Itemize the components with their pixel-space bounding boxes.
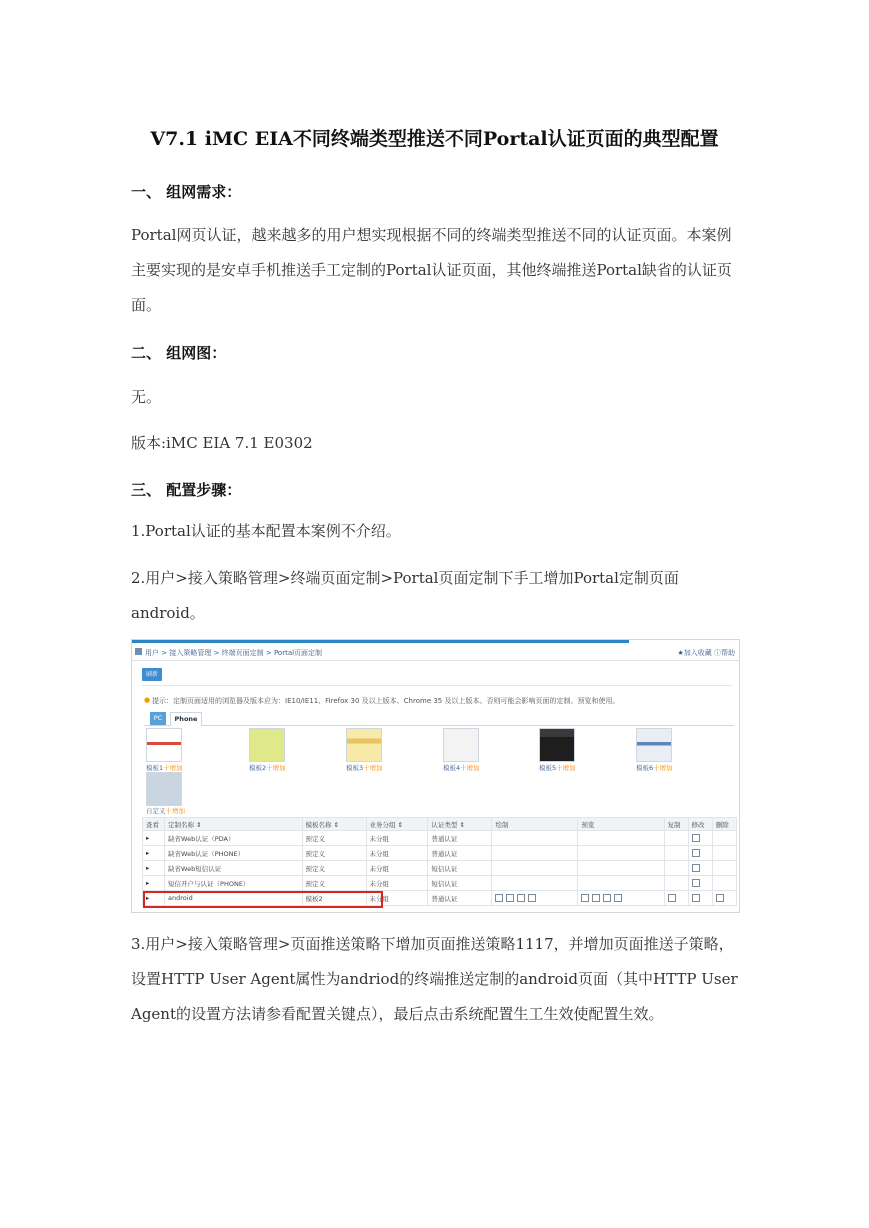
template-4-thumbnail[interactable] bbox=[443, 728, 479, 762]
row-group: 未分组 bbox=[366, 846, 428, 861]
tab-pc[interactable]: PC bbox=[150, 712, 166, 725]
template-2-thumbnail[interactable] bbox=[249, 728, 285, 762]
template-3-thumbnail[interactable] bbox=[346, 728, 382, 762]
document-title: V7.1 iMC EIA不同终端类型推送不同Portal认证页面的典型配置 bbox=[150, 128, 719, 150]
requirements-paragraph: Portal网页认证，越来越多的用户想实现根据不同的终端类型推送不同的认证页面。本案例主要实现的是安卓手机推送手工定制的Portal认证页面，其他终端推送Portal缺省的认证页面。 bbox=[131, 226, 732, 314]
section-heading-steps: 三、 配置步骤： bbox=[131, 481, 242, 499]
row-name: 短信开户与认证（PHONE） bbox=[165, 876, 302, 891]
row-template: 预定义 bbox=[302, 861, 366, 876]
row-auth: 短信认证 bbox=[428, 876, 492, 891]
row-name: android bbox=[165, 891, 302, 906]
favorites-help-links[interactable]: ★加入收藏 ⓘ帮助 bbox=[677, 649, 735, 657]
row-template: 模板2 bbox=[302, 891, 366, 906]
step-3-text: 3.用户>接入策略管理>页面推送策略下增加页面推送策略1117，并增加页面推送子策略，设置HTTP User Agent属性为andriod的终端推送定制的android页面（其中HTTP User Agent的设置方法请参看配置关键点），最后点击系统配置生工生效使配置生效。 bbox=[131, 935, 738, 1023]
col-edit: 修改 bbox=[688, 818, 712, 831]
section-heading-requirements: 一、 组网需求： bbox=[131, 183, 242, 201]
preview-icon[interactable] bbox=[581, 894, 589, 902]
row-group: 未分组 bbox=[366, 861, 428, 876]
tip-bulb-icon: ● bbox=[144, 696, 151, 704]
edit-icon[interactable] bbox=[692, 894, 700, 902]
draw-icon[interactable] bbox=[506, 894, 514, 902]
step-2-text: 2.用户>接入策略管理>终端页面定制>Portal页面定制下手工增加Portal定制页面android。 bbox=[131, 569, 679, 622]
row-auth: 普通认证 bbox=[428, 891, 492, 906]
breadcrumb-bar bbox=[132, 644, 739, 661]
table-row[interactable] bbox=[143, 846, 737, 861]
highlight-box-android bbox=[143, 891, 383, 908]
row-name: 缺省Web短信认证 bbox=[165, 861, 302, 876]
draw-icon[interactable] bbox=[517, 894, 525, 902]
row-group: 未分组 bbox=[366, 876, 428, 891]
col-preview: 预览 bbox=[578, 818, 664, 831]
custom-template-label[interactable]: 自定义十增加 bbox=[146, 807, 185, 815]
col-template-name[interactable]: 模板名称 ⇕ bbox=[302, 818, 366, 831]
refresh-button[interactable]: 刷新 bbox=[142, 668, 162, 681]
col-draw: 绘制 bbox=[492, 818, 578, 831]
tip-text: 提示：定制页面适用的浏览器及版本应为：IE10/IE11、Firefox 30 及以上版本、Chrome 35 及以上版本。否则可能会影响页面的定制、预览和使用。 bbox=[152, 697, 620, 705]
top-accent-line bbox=[132, 640, 629, 643]
tab-phone[interactable]: Phone bbox=[170, 712, 202, 726]
expand-arrow-icon[interactable]: ▸ bbox=[143, 861, 165, 876]
row-group: 未分组 bbox=[366, 831, 428, 846]
template-4-label[interactable]: 模板4十增加 bbox=[443, 764, 480, 772]
copy-icon[interactable] bbox=[668, 894, 676, 902]
diagram-none-text: 无。 bbox=[131, 388, 162, 406]
expand-arrow-icon[interactable]: ▸ bbox=[143, 891, 165, 906]
template-3-label[interactable]: 模板3十增加 bbox=[346, 764, 383, 772]
row-auth: 短信认证 bbox=[428, 861, 492, 876]
col-auth-type[interactable]: 认证类型 ⇕ bbox=[428, 818, 492, 831]
divider bbox=[142, 685, 732, 686]
draw-icon[interactable] bbox=[495, 894, 503, 902]
expand-arrow-icon[interactable]: ▸ bbox=[143, 846, 165, 861]
table-row[interactable] bbox=[143, 861, 737, 876]
expand-arrow-icon[interactable]: ▸ bbox=[143, 831, 165, 846]
edit-icon[interactable] bbox=[692, 834, 700, 842]
template-6-label[interactable]: 模板6十增加 bbox=[636, 764, 673, 772]
tab-bar bbox=[144, 710, 734, 726]
breadcrumb-icon bbox=[135, 648, 142, 655]
row-group: 未分组 bbox=[366, 891, 428, 906]
row-template: 预定义 bbox=[302, 846, 366, 861]
row-auth: 普通认证 bbox=[428, 831, 492, 846]
template-1-label[interactable]: 模板1十增加 bbox=[146, 764, 183, 772]
breadcrumb[interactable]: 用户 > 接入策略管理 > 终端页面定制 > Portal页面定制 bbox=[145, 649, 323, 657]
step-1-text: 1.Portal认证的基本配置本案例不介绍。 bbox=[131, 522, 401, 540]
preview-icon[interactable] bbox=[592, 894, 600, 902]
row-name: 缺省Web认证（PHONE） bbox=[165, 846, 302, 861]
template-2-label[interactable]: 模板2十增加 bbox=[249, 764, 286, 772]
expand-arrow-icon[interactable]: ▸ bbox=[143, 876, 165, 891]
edit-icon[interactable] bbox=[692, 864, 700, 872]
template-5-label[interactable]: 模板5十增加 bbox=[539, 764, 576, 772]
template-6-thumbnail[interactable] bbox=[636, 728, 672, 762]
row-template: 预定义 bbox=[302, 876, 366, 891]
version-text: 版本:iMC EIA 7.1 E0302 bbox=[131, 434, 313, 452]
col-view[interactable]: 查看 bbox=[143, 818, 165, 831]
table-row[interactable] bbox=[143, 831, 737, 846]
col-custom-name[interactable]: 定制名称 ⇕ bbox=[165, 818, 302, 831]
custom-template-thumbnail[interactable] bbox=[146, 772, 182, 806]
table-header-row bbox=[143, 818, 737, 831]
preview-icon[interactable] bbox=[603, 894, 611, 902]
row-template: 预定义 bbox=[302, 831, 366, 846]
edit-icon[interactable] bbox=[692, 849, 700, 857]
row-name: 缺省Web认证（PDA） bbox=[165, 831, 302, 846]
draw-icon[interactable] bbox=[528, 894, 536, 902]
col-group[interactable]: 业务分组 ⇕ bbox=[366, 818, 428, 831]
col-delete: 删除 bbox=[712, 818, 736, 831]
embedded-screenshot bbox=[131, 639, 740, 913]
table-row[interactable] bbox=[143, 876, 737, 891]
template-5-thumbnail[interactable] bbox=[539, 728, 575, 762]
preview-icon[interactable] bbox=[614, 894, 622, 902]
template-1-thumbnail[interactable] bbox=[146, 728, 182, 762]
edit-icon[interactable] bbox=[692, 879, 700, 887]
row-auth: 普通认证 bbox=[428, 846, 492, 861]
col-copy: 复制 bbox=[664, 818, 688, 831]
delete-icon[interactable] bbox=[716, 894, 724, 902]
section-heading-diagram: 二、 组网图： bbox=[131, 344, 227, 362]
